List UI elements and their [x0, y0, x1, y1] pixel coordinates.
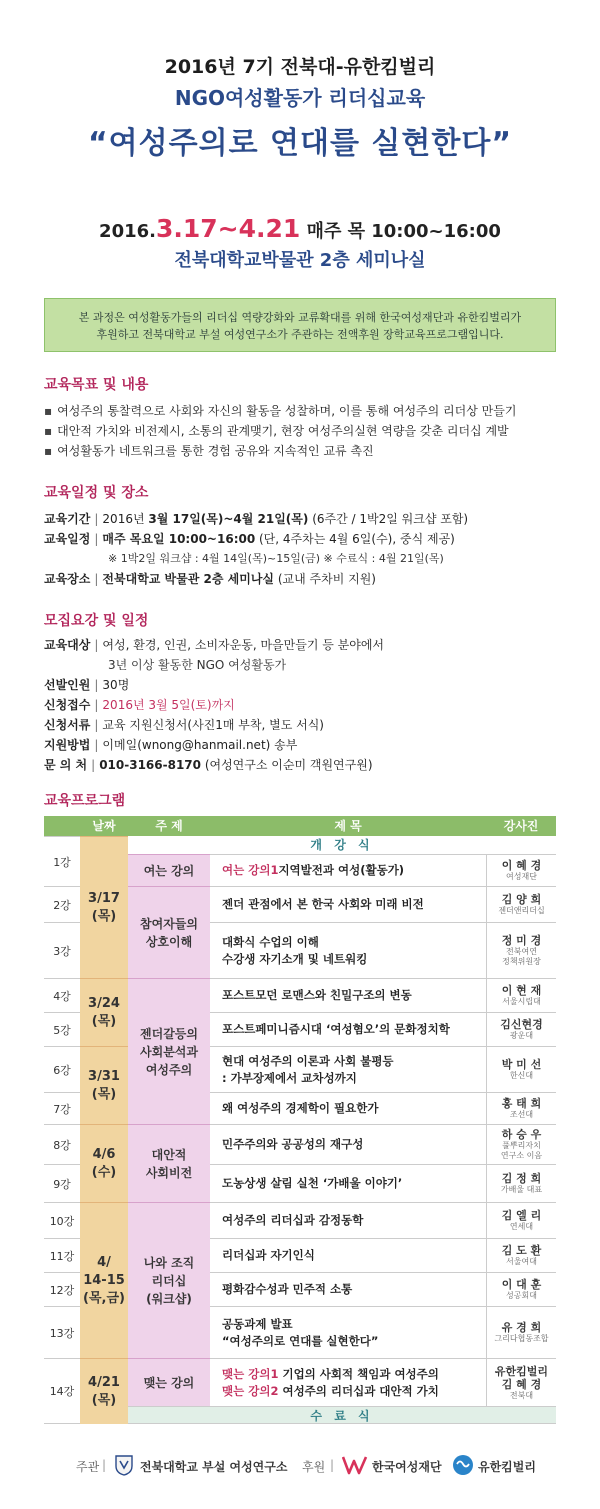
session-number: 1강: [44, 836, 80, 886]
table-header-speaker: 강사진: [486, 816, 556, 836]
speaker-cell: 홍 태 희 조선대: [486, 1092, 556, 1124]
sponsor-2: 유한킴벌리: [478, 1460, 536, 1474]
lecture-title: 공동과제 발표 “여성주의로 연대를 실현한다”: [210, 1306, 486, 1358]
program-title: 교육프로그램: [44, 793, 126, 809]
korea-womens-fund-logo-icon: [342, 1454, 368, 1476]
lecture-title: 여성주의 리더십과 감정동학: [210, 1202, 486, 1238]
event-venue: 전북대학교박물관 2층 세미나실: [174, 250, 426, 271]
session-number: 14강: [44, 1358, 80, 1424]
speaker-cell: 하 승 우 풀뿌리자치 연구소 이음: [486, 1124, 556, 1164]
host-name: 전북대학교 부설 여성연구소: [140, 1460, 288, 1474]
goals-title: 교육목표 및 내용: [44, 377, 149, 393]
speaker-cell: 박 미 선 한신대: [486, 1046, 556, 1092]
sponsor-1: 한국여성재단: [372, 1460, 442, 1474]
topic-cell: 참여자들의 상호이해: [128, 886, 210, 978]
table-header-date: 날짜: [80, 816, 128, 836]
speaker-cell: 유한킴벌리 김 혜 경 전북대: [486, 1358, 556, 1406]
yuhan-kimberly-logo-icon: [452, 1454, 474, 1476]
session-number: 5강: [44, 1012, 80, 1046]
recruit-target-2: 3년 이상 활동한 NGO 여성활동가: [108, 658, 287, 672]
speaker-cell: 유 경 희 그리다협동조합: [486, 1306, 556, 1358]
table-header-topic: 주 제: [128, 816, 210, 836]
schedule-time: 교육일정 | 매주 목요일 10:00~16:00 (단, 4주차는 4월 6일(수), 중식 제공): [44, 532, 455, 546]
schedule-place: 교육장소 | 전북대학교 박물관 2층 세미나실 (교내 주차비 지원): [44, 572, 376, 586]
session-number: 9강: [44, 1164, 80, 1202]
speaker-cell: 김 도 환 서울여대: [486, 1238, 556, 1272]
lecture-title: 포스트페미니즘시대 ‘여성혐오’의 문화정치학: [210, 1012, 486, 1046]
lecture-title: 여는 강의1 지역발전과 여성(활동가): [210, 854, 486, 886]
topic-cell: 대안적 사회비전: [128, 1124, 210, 1202]
event-date-line: 2016.3.17~4.21 매주 목 10:00~16:00: [99, 214, 501, 243]
session-number: 7강: [44, 1092, 80, 1124]
topic-cell: 젠더갈등의 사회분석과 여성주의: [128, 978, 210, 1124]
table-header-title: 제 목: [210, 816, 486, 836]
footer: 주관 | 전북대학교 부설 여성연구소 후원 | 한국여성재단 유한킴벌리: [0, 1448, 600, 1486]
lecture-title: 평화감수성과 민주적 소통: [210, 1272, 486, 1306]
closing-ceremony: 수 료 식: [128, 1406, 556, 1424]
session-number: 11강: [44, 1238, 80, 1272]
session-number: 8강: [44, 1124, 80, 1164]
recruit-apply: 신청접수 | 2016년 3월 5일(토)까지: [44, 698, 235, 712]
session-number: 6강: [44, 1046, 80, 1092]
schedule-title: 교육일정 및 장소: [44, 485, 149, 501]
speaker-cell: 김 엘 리 연세대: [486, 1202, 556, 1238]
date-cell: 3/24 (목): [80, 978, 128, 1046]
recruit-target: 교육대상 | 여성, 환경, 인권, 소비자운동, 마을만들기 등 분야에서: [44, 638, 385, 652]
lecture-title: 리더십과 자기인식: [210, 1238, 486, 1272]
topic-cell: 나와 조직 리더십 (워크샵): [128, 1202, 210, 1358]
date-cell: 3/31 (목): [80, 1046, 128, 1124]
date-cell: 4/21 (목): [80, 1358, 128, 1424]
speaker-cell: 이 현 재 서울시립대: [486, 978, 556, 1012]
session-number: 12강: [44, 1272, 80, 1306]
topic-cell: 맺는 강의: [128, 1358, 210, 1406]
session-number: 10강: [44, 1202, 80, 1238]
intro-box: 본 과정은 여성활동가들의 리더십 역량강화와 교류확대를 위해 한국여성재단과 유한킴벌리가 후원하고 전북대학교 부설 여성연구소가 주관하는 전액후원 장학교육프로그램입니다.: [44, 298, 556, 352]
page-title: “여성주의로 연대를 실현한다”: [87, 126, 513, 161]
lecture-title: 대화식 수업의 이해 수강생 자기소개 및 네트워킹: [210, 922, 486, 978]
session-number: 13강: [44, 1306, 80, 1358]
lecture-title: 민주주의와 공공성의 재구성: [210, 1124, 486, 1164]
topic-cell: 여는 강의: [128, 854, 210, 886]
university-emblem-icon: [114, 1454, 134, 1476]
lecture-title: 현대 여성주의 이론과 사회 불평등 : 가부장제에서 교차성까지: [210, 1046, 486, 1092]
session-number: 4강: [44, 978, 80, 1012]
lecture-title: 도농상생 살림 실천 ‘가배울 이야기’: [210, 1164, 486, 1202]
lecture-title: 왜 여성주의 경제학이 필요한가: [210, 1092, 486, 1124]
recruit-count: 선발인원 | 30명: [44, 678, 130, 692]
date-cell: 4/6 (수): [80, 1124, 128, 1202]
speaker-cell: 이 혜 경 여성재단: [486, 854, 556, 886]
date-cell: 3/17 (목): [80, 836, 128, 978]
schedule-note: ※ 1박2일 워크샵 : 4월 14일(목)~15일(금) ※ 수료식 : 4월 21일(목): [108, 552, 444, 565]
header-program-name: NGO여성활동가 리더십교육: [174, 86, 426, 110]
header-subtitle: 2016년 7기 전북대-유한킴벌리: [164, 56, 436, 78]
opening-ceremony: 개 강 식: [128, 836, 556, 854]
goal-item: ▪ 여성주의 통찰력으로 사회와 자신의 활동을 성찰하며, 이를 통해 여성주의 리더상 만들기: [44, 402, 564, 419]
goal-item: ▪ 대안적 가치와 비전제시, 소통의 관계맺기, 현장 여성주의실현 역량을 갖춘 리더십 계발: [44, 422, 564, 439]
speaker-cell: 김신현경 광운대: [486, 1012, 556, 1046]
lecture-title: 젠더 관점에서 본 한국 사회와 미래 비전: [210, 886, 486, 922]
lecture-title: 포스트모던 로맨스와 친밀구조의 변동: [210, 978, 486, 1012]
session-number: 3강: [44, 922, 80, 978]
recruit-docs: 신청서류 | 교육 지원신청서(사진1매 부착, 별도 서식): [44, 718, 324, 732]
recruit-method: 지원방법 | 이메일(wnong@hanmail.net) 송부: [44, 738, 298, 752]
table-header-num: [44, 816, 80, 836]
date-range: 3.17~4.21: [155, 214, 301, 243]
schedule-period: 교육기간 | 2016년 3월 17일(목)~4월 21일(목) (6주간 / 1박2일 워크샵 포함): [44, 512, 469, 526]
host-label: 주관: [76, 1460, 100, 1474]
speaker-cell: 정 미 경 전북여연 정책위원장: [486, 922, 556, 978]
goal-item: ▪ 여성활동가 네트워크를 통한 경험 공유와 지속적인 교류 촉진: [44, 442, 564, 459]
session-number: 2강: [44, 886, 80, 922]
sponsor-label: 후원: [302, 1460, 326, 1474]
speaker-cell: 김 정 희 가배울 대표: [486, 1164, 556, 1202]
recruit-title: 모집요강 및 일정: [44, 613, 149, 629]
lecture-title: 맺는 강의1 기업의 사회적 책임과 여성주의 맺는 강의2 여성주의 리더십과 대안적 가치: [210, 1358, 486, 1406]
speaker-cell: 이 대 훈 성공회대: [486, 1272, 556, 1306]
date-cell: 4/ 14-15 (목,금): [80, 1202, 128, 1358]
speaker-cell: 김 양 희 젠더앤리더십: [486, 886, 556, 922]
recruit-contact: 문 의 처 | 010-3166-8170 (여성연구소 이순미 객원연구원): [44, 758, 373, 772]
